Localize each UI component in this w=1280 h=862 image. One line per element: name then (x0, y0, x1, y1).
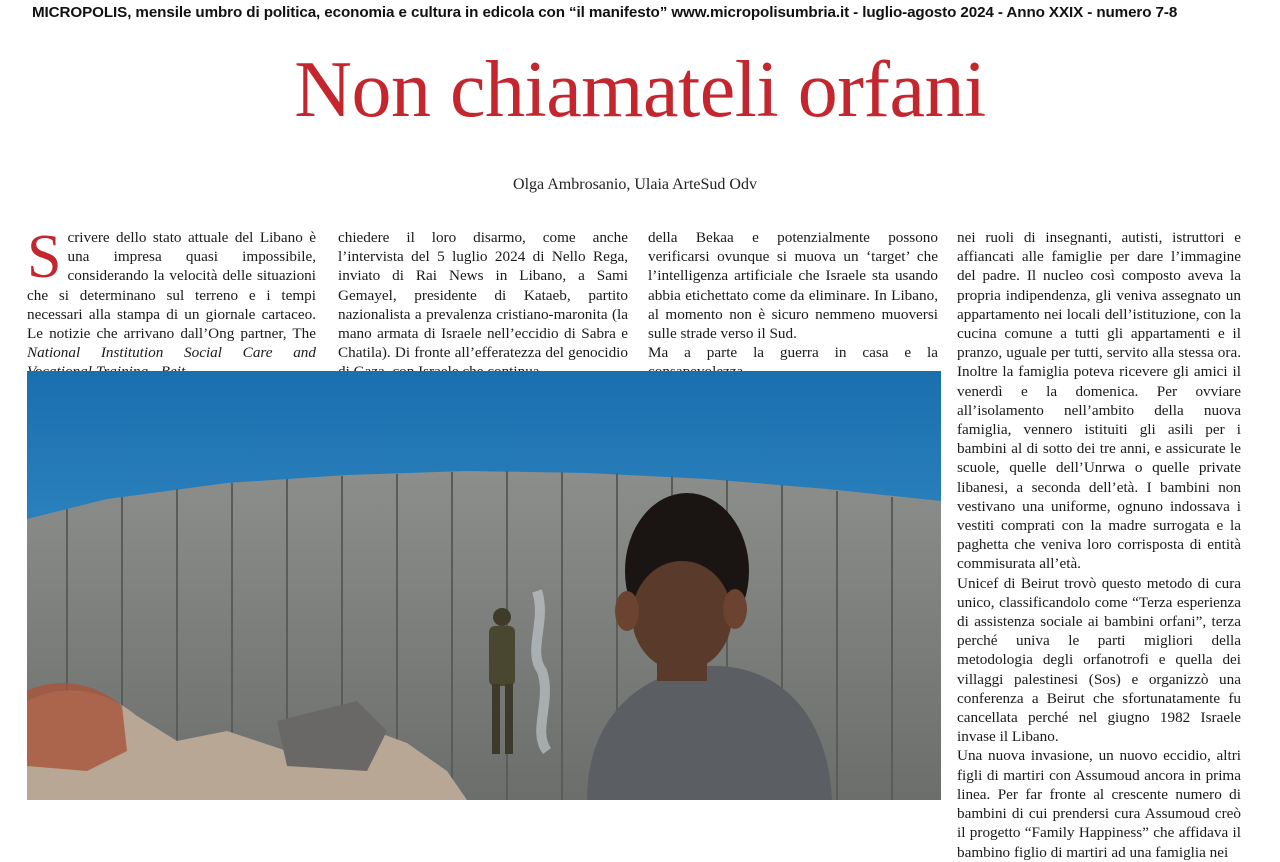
masthead (32, 4, 1272, 21)
masthead-text: MICROPOLIS, mensile umbro di politica, economia e cultura in edicola con “il manifesto” www.micropolisumbria.it - luglio-agosto 2024 - Anno XXIX - numero 7-8 (32, 4, 1178, 21)
column-1-paragraph (27, 223, 316, 382)
byline: Olga Ambrosanio, Ulaia ArteSud Odv (513, 176, 757, 193)
column-3-paragraph-2: Ma a parte la guerra in casa e la (648, 344, 938, 362)
column-1-text: crivere dello stato attuale del Libano è una impresa quasi impossibile, considerando la velocità delle situazioni che si determinano sul terreno e i tempi necessari alla stampa di un giornale cartaceo. Le notizie che arrivano dall’Ong partner, The (27, 229, 316, 343)
article-photo (27, 371, 941, 800)
photo-illustration (27, 371, 941, 800)
column-1-italic-text: National Institution Social Care and (27, 344, 316, 362)
column-4-paragraph-1: nei ruoli di insegnanti, autisti, istruttori e affiancati alle famiglie per dare l’immagine del padre. Il nucleo così composto aveva la propria indipendenza, gli veniva assegnato un appartamento nei locali dell’istituzione, con la cucina comune a tutti gli appartamenti e il pranzo, uguale per tutti, servito alla stessa ora. Inoltre la famiglia poteva ricevere gli amici il venerdì e la domenica. Per ovviare all’isolamento nell’ambito della nuova famiglia, vennero istituiti gli asili per i bambini al di sotto dei tre anni, e assicurate le scuole, quelle dell’Unrwa o quelle private libanesi, a seconda dell’età. I bambini non vestivano una uniforme, ognuno indossava i vestiti comprati con la madre surrogata e la paghetta che veniva loro corrisposta di entità commisurata all’età. (957, 229, 1241, 573)
drop-cap: S (27, 223, 62, 291)
column-3-paragraph-1: della Bekaa e potenzialmente possono verificarsi ovunque si muova un ‘target’ che l’intelligenza artificiale che Israele sta usando abbia etichettato come da eliminare. In Libano, al momento non è sicuro nemmeno muoversi sulle strade verso il Sud. (648, 229, 938, 343)
article-column-2 (338, 228, 628, 382)
headline: Non chiamateli orfani (294, 46, 986, 134)
column-4-paragraph-3: Una nuova invasione, un nuovo eccidio, altri figli di martiri con Assumoud ancora in prima linea. Per far fronte al crescente numero di bambini di cui prendersi cura Assumoud creò il progetto “Family Happiness” che affidava il bambino figlio di martiri ad una famiglia nei (957, 747, 1241, 861)
article-column-3 (648, 228, 938, 382)
column-2-paragraph: chiedere il loro disarmo, come anche l’intervista del 5 luglio 2024 di Nello Rega, inviato di Rai News in Libano, a Sami Gemayel, presidente di Kataeb, partito nazionalista a prevalenza cristiano-maronita (la mano armata di Israele nell’eccidio di Sabra e Chatila). Di fronte all’efferatezza del genocidio (338, 229, 628, 362)
article-column-4 (957, 228, 1241, 862)
article-column-1 (27, 223, 316, 382)
column-4-paragraph-2: Unicef di Beirut trovò questo metodo di cura unico, classificandolo come “Terza esperienza di assistenza sociale ai bambini orfani”, terza perché univa le parti migliori della metodologia degli orfanotrofi e quella dei villaggi palestinesi (Sos) e organizzò una conferenza a Beirut che sfortunatamente fu cancellata perché nel giugno 1982 Israele invase il Libano. (957, 574, 1241, 746)
